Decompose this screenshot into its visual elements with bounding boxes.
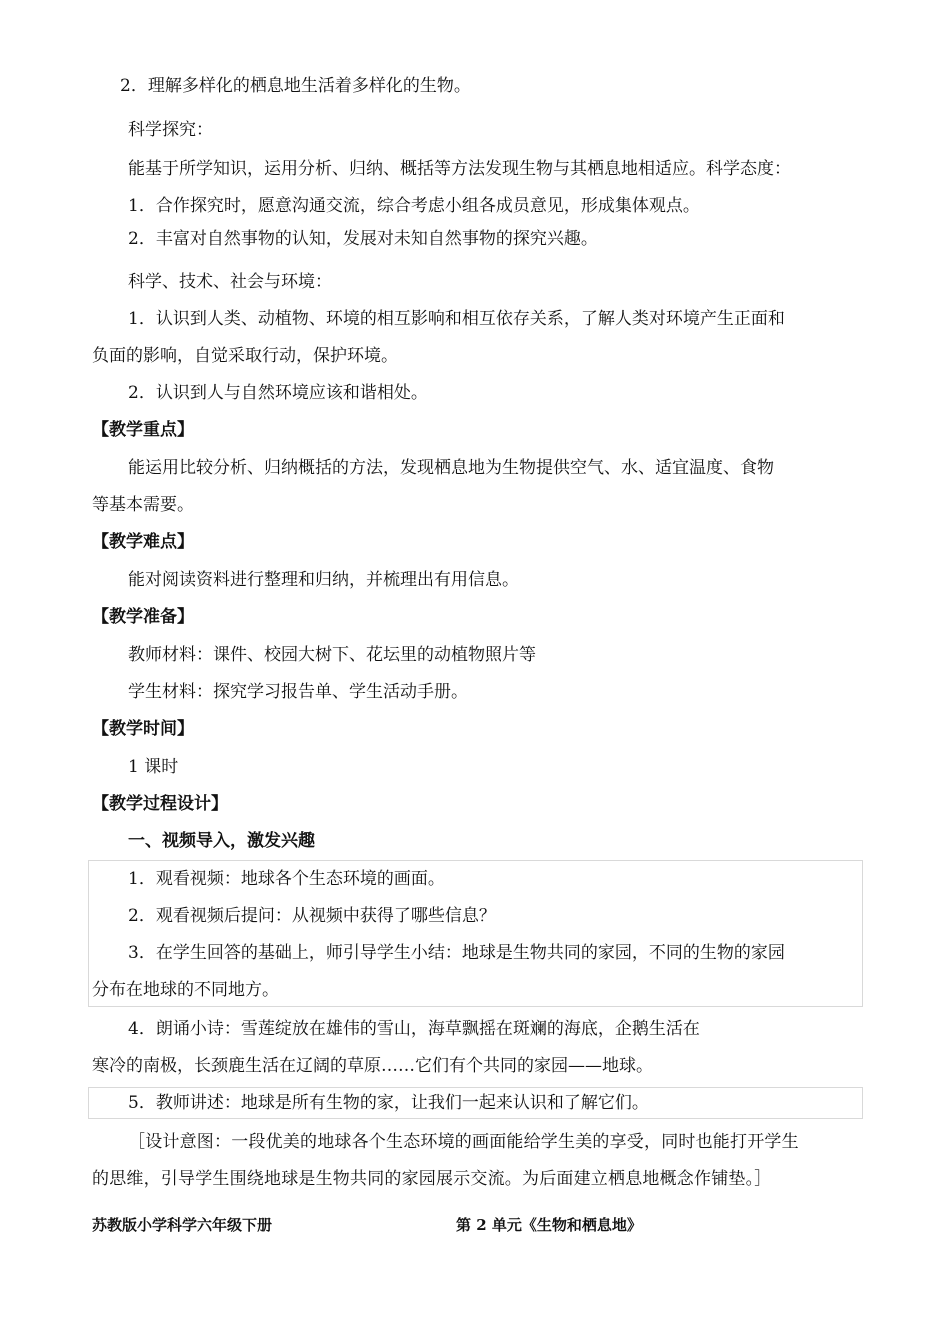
section-label-inquiry: 科学探究： [128,120,213,140]
poem-line-1: 4．朗诵小诗：雪莲绽放在雄伟的雪山，海草飘摇在斑斓的海底，企鹅生活在 [128,1019,700,1039]
heading-time: 【教学时间】 [92,719,194,739]
time-text: 1 课时 [128,757,179,777]
footer-book-title: 苏教版小学科学六年级下册 [92,1216,273,1234]
key-points-line-2: 等基本需要。 [92,495,194,515]
inquiry-text: 能基于所学知识，运用分析、归纳、概括等方法发现生物与其栖息地相适应。科学态度： [128,159,791,179]
activity-step-3b: 分布在地球的不同地方。 [92,980,279,1000]
subheading-video-intro: 一、视频导入，激发兴趣 [128,831,315,851]
objective-line-2: 2．理解多样化的栖息地生活着多样化的生物。 [120,76,471,96]
stse-line-1a: 1．认识到人类、动植物、环境的相互影响和相互依存关系，了解人类对环境产生正面和 [128,309,785,329]
activity-step-5: 5．教师讲述：地球是所有生物的家，让我们一起来认识和了解它们。 [128,1093,649,1113]
section-label-stse: 科学、技术、社会与环境： [128,272,332,292]
design-intent-line-2: 的思维，引导学生围绕地球是生物共同的家园展示交流。为后面建立栖息地概念作铺垫。］ [92,1169,772,1189]
heading-process: 【教学过程设计】 [92,794,228,814]
key-points-line-1: 能运用比较分析、归纳概括的方法，发现栖息地为生物提供空气、水、适宜温度、食物 [128,458,774,478]
activity-step-1: 1．观看视频：地球各个生态环境的画面。 [128,869,445,889]
teacher-materials: 教师材料：课件、校园大树下、花坛里的动植物照片等 [128,645,536,665]
student-materials: 学生材料：探究学习报告单、学生活动手册。 [128,682,468,702]
difficulties-text: 能对阅读资料进行整理和归纳，并梳理出有用信息。 [128,570,519,590]
heading-preparation: 【教学准备】 [92,607,194,627]
stse-line-2: 2．认识到人与自然环境应该和谐相处。 [128,383,428,403]
activity-step-2: 2．观看视频后提问：从视频中获得了哪些信息？ [128,906,496,926]
attitude-line-1: 1．合作探究时，愿意沟通交流，综合考虑小组各成员意见，形成集体观点。 [128,196,700,216]
activity-step-3a: 3．在学生回答的基础上，师引导学生小结：地球是生物共同的家园，不同的生物的家园 [128,943,785,963]
attitude-line-2: 2．丰富对自然事物的认知，发展对未知自然事物的探究兴趣。 [128,229,598,249]
heading-key-points: 【教学重点】 [92,420,194,440]
heading-difficulties: 【教学难点】 [92,532,194,552]
footer-unit-title: 第 2 单元《生物和栖息地》 [456,1216,642,1234]
stse-line-1b: 负面的影响，自觉采取行动，保护环境。 [92,346,398,366]
poem-line-2: 寒冷的南极，长颈鹿生活在辽阔的草原……它们有个共同的家园——地球。 [92,1056,653,1076]
design-intent-line-1: ［设计意图：一段优美的地球各个生态环境的画面能给学生美的享受，同时也能打开学生 [128,1132,799,1152]
